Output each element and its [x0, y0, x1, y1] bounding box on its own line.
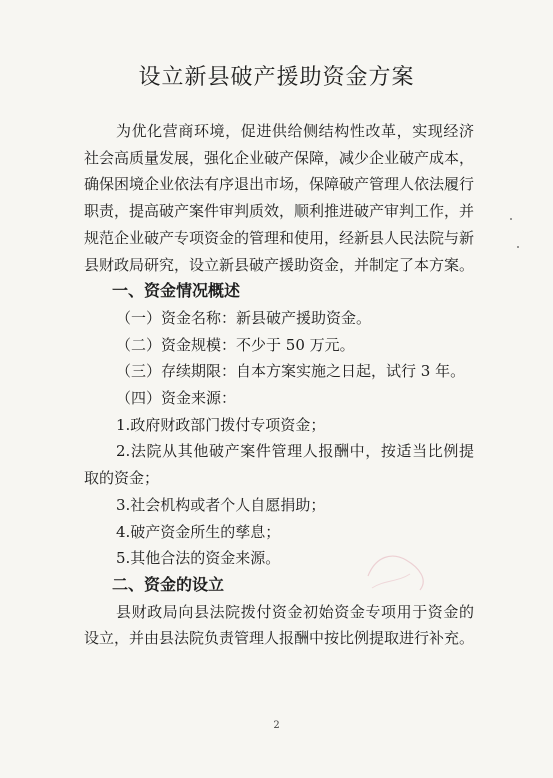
section-heading-establishment: 二、资金的设立 — [112, 574, 225, 594]
source-item-4: 4.破产资金所生的孳息； — [116, 522, 281, 541]
establishment-paragraph: 县财政局向县法院拨付资金初始资金专项用于资金的设立，并由县法院负责管理人报酬中按比例提取进行补充。 — [84, 602, 475, 648]
intro-paragraph: 为优化营商环境，促进供给侧结构性改革，实现经济社会高质量发展，强化企业破产保障，减少企业破产成本，确保困境企业依法有序退出市场，保障破产管理人依法履行职责，提高破产案件审判质效，顺利推进破产审判工作，并规范企业破产专项资金的管理和使用，经新县人民法院与新县财政局研究，设立新县破产援助资金，并制定了本方案。 — [84, 122, 475, 274]
margin-speck — [517, 246, 519, 248]
overview-item-source: （四）资金来源： — [116, 389, 237, 408]
document-title: 设立新县破产援助资金方案 — [138, 65, 415, 90]
faint-seal-trace — [362, 546, 434, 598]
source-item-3: 3.社会机构或者个人自愿捐助； — [116, 495, 326, 514]
page-number: 2 — [273, 720, 280, 731]
source-item-2: 2.法院从其他破产案件管理人报酬中，按适当比例提取的资金； — [84, 442, 474, 488]
section-heading-overview: 一、资金情况概述 — [112, 281, 241, 301]
overview-item-name: （一）资金名称：新县破产援助资金。 — [116, 308, 372, 327]
margin-speck — [510, 218, 512, 220]
overview-item-scale: （二）资金规模：不少于 50 万元。 — [116, 335, 355, 354]
source-item-1: 1.政府财政部门拨付专项资金； — [116, 415, 326, 434]
source-item-5: 5.其他合法的资金来源。 — [116, 549, 281, 568]
overview-item-term: （三）存续期限：自本方案实施之日起，试行 3 年。 — [116, 362, 466, 381]
